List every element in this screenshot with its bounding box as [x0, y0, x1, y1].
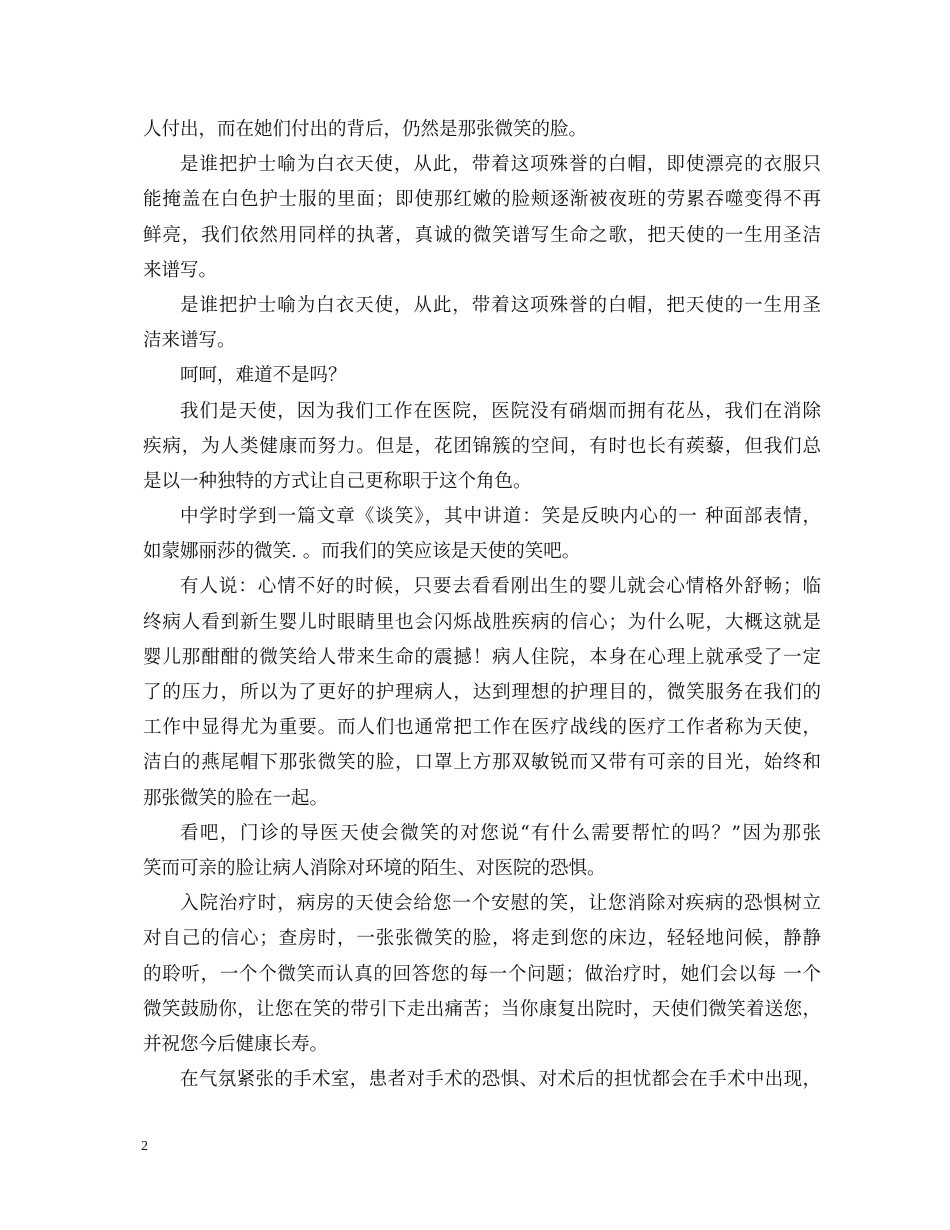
text-line: 并祝您今后健康长寿。 [143, 1033, 329, 1055]
text-line: 如蒙娜丽莎的微笑. 。而我们的笑应该是天使的笑吧。 [143, 541, 581, 563]
text-line: 在气氛紧张的手术室，患者对手术的恐惧、对术后的担忧都会在手术中出现， [180, 1069, 821, 1091]
text-line: 来谱写。 [143, 259, 218, 281]
text-line: 我们是天使，因为我们工作在医院，医院没有硝烟而拥有花丛，我们在消除 [180, 400, 821, 422]
text-line: 呵呵，难道不是吗？ [180, 365, 347, 387]
text-line: 人付出，而在她们付出的背后，仍然是那张微笑的脸。 [143, 119, 588, 140]
text-line: 是以一种独特的方式让自己更称职于这个角色。 [143, 470, 532, 492]
text-line: 疾病，为人类健康而努力。但是，花团锦簇的空间，有时也长有蒺藜，但我们总 [143, 435, 821, 457]
text-line: 是谁把护士喻为白衣天使，从此，带着这项殊誉的白帽，即使漂亮的衣服只 [180, 154, 821, 176]
text-line: 婴儿那酣酣的微笑给人带来生命的震撼！病人住院，本身在心理上就承受了一定 [143, 646, 821, 668]
text-line: 洁来谱写。 [143, 330, 236, 352]
text-line: 的聆听，一个个微笑而认真的回答您的每一个问题；做治疗时，她们会以每 一个 [143, 963, 821, 985]
text-line: 工作中显得尤为重要。而人们也通常把工作在医疗战线的医疗工作者称为天使， [143, 717, 821, 739]
text-line: 是谁把护士喻为白衣天使，从此，带着这项殊誉的白帽，把天使的一生用圣 [180, 294, 821, 316]
text-line: 对自己的信心；查房时，一张张微笑的脸，将走到您的床边，轻轻地问候，静静 [143, 928, 821, 950]
text-line: 鲜亮，我们依然用同样的执著，真诚的微笑谱写生命之歌，把天使的一生用圣洁 [143, 224, 821, 246]
page-number: 2 [141, 1139, 148, 1154]
text-line: 终病人看到新生婴儿时眼睛里也会闪烁战胜疾病的信心；为什么呢，大概这就是 [143, 611, 821, 633]
text-line: 微笑鼓励你，让您在笑的带引下走出痛苦；当你康复出院时，天使们微笑着送您， [143, 998, 821, 1020]
text-line: 能掩盖在白色护士服的里面；即使那红嫩的脸颊逐渐被夜班的劳累吞噬变得不再 [143, 189, 821, 211]
text-line: 中学时学到一篇文章《谈笑》，其中讲道：笑是反映内心的一 种面部表情， [180, 506, 821, 528]
text-line: 有人说：心情不好的时候，只要去看看刚出生的婴儿就会心情格外舒畅；临 [180, 576, 821, 598]
text-line: 看吧，门诊的导医天使会微笑的对您说“有什么需要帮忙的吗？”因为那张 [180, 822, 821, 844]
text-line: 入院治疗时，病房的天使会给您一个安慰的笑，让您消除对疾病的恐惧树立 [180, 893, 821, 915]
text-line: 了的压力，所以为了更好的护理病人，达到理想的护理目的，微笑服务在我们的 [143, 682, 821, 703]
text-line: 洁白的燕尾帽下那张微笑的脸，口罩上方那双敏锐而又带有可亲的目光，始终和 [143, 752, 821, 774]
body-text [143, 112, 821, 1097]
text-line: 笑而可亲的脸让病人消除对环境的陌生、对医院的恐惧。 [143, 857, 606, 879]
text-line: 那张微笑的脸在一起。 [143, 787, 329, 809]
